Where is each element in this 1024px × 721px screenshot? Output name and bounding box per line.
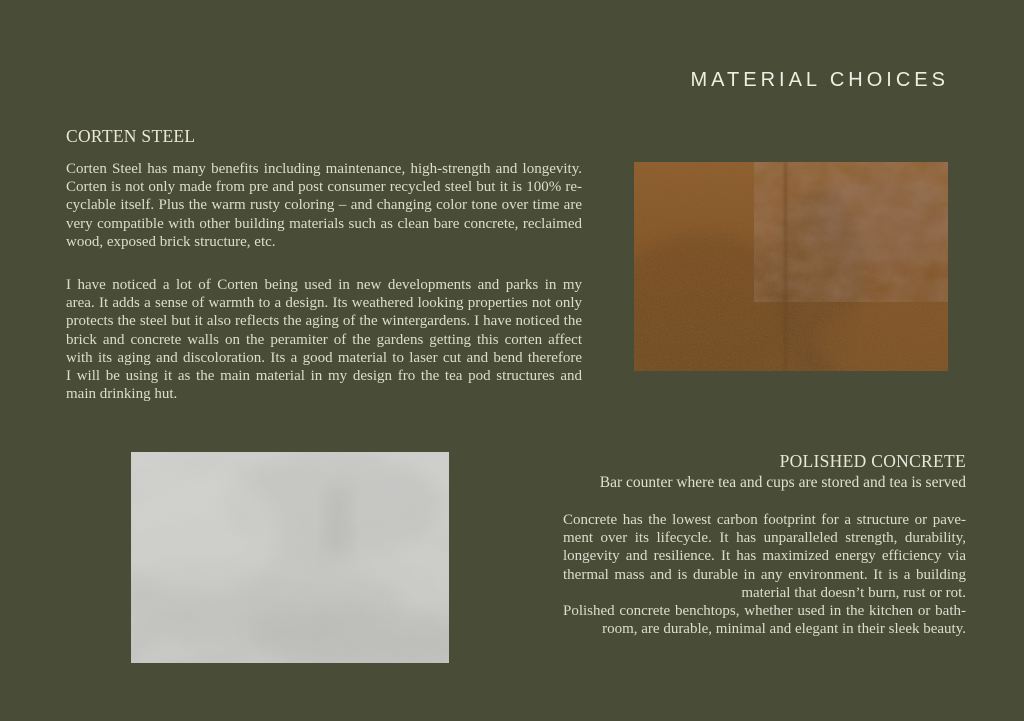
polished-concrete-texture-image: [131, 452, 449, 663]
text-line: main drinking hut.: [66, 386, 178, 403]
text-line: Corten is not only made from pre and post consumer recycled steel but it is 100% re-: [66, 179, 582, 196]
corten-paragraph-2: [66, 276, 582, 403]
text-line: brick and concrete walls on the peramiter of the gardens getting this corten affect: [66, 331, 582, 348]
text-line: Concrete has the lowest carbon footprint for a structure or pave-: [563, 512, 966, 528]
text-line: I will be using it as the main material in my design fro the tea pod structures and: [66, 368, 582, 385]
corten-steel-texture-image: [634, 162, 948, 371]
text-line: ment over its lifecycle. It has unparalleled strength, durability,: [563, 530, 966, 547]
corten-steel-photo: [634, 162, 948, 371]
corten-steel-heading: CORTEN STEEL: [66, 126, 196, 146]
text-line: material that doesn’t burn, rust or rot.: [741, 584, 966, 601]
text-line: thermal mass and is durable in any environment. It is a building: [563, 566, 966, 583]
text-line: I have noticed a lot of Corten being used in new developments and parks in my: [66, 277, 582, 293]
text-line: longevity and resilience. It has maximized energy efficiency via: [563, 548, 966, 565]
polished-concrete-photo: [131, 452, 449, 663]
page-title: MATERIAL CHOICES: [690, 69, 949, 91]
text-line: wood, exposed brick structure, etc.: [66, 233, 276, 250]
corten-paragraph-1: [66, 160, 582, 251]
text-line: with its aging and discoloration. Its a good material to laser cut and bend therefore: [66, 349, 582, 366]
text-line: area. It adds a sense of warmth to a design. Its weathered looking properties not only: [66, 295, 582, 312]
concrete-paragraph: [563, 511, 966, 638]
text-line: protects the steel but it also reflects the aging of the wintergardens. I have noticed the: [66, 313, 582, 330]
polished-concrete-subheading: Bar counter where tea and cups are stored and tea is served: [599, 474, 966, 491]
text-line: cyclable itself. Plus the warm rusty coloring – and changing color tone over time are: [66, 197, 582, 214]
polished-concrete-heading: POLISHED CONCRETE: [779, 451, 966, 471]
text-line: room, are durable, minimal and elegant in their sleek beauty.: [602, 621, 966, 638]
text-line: very compatible with other building materials such as clean bare concrete, reclaimed: [66, 215, 582, 232]
text-line: Polished concrete benchtops, whether used in the kitchen or bath-: [563, 603, 966, 620]
text-line: Corten Steel has many benefits including maintenance, high-strength and longevity.: [66, 161, 582, 177]
